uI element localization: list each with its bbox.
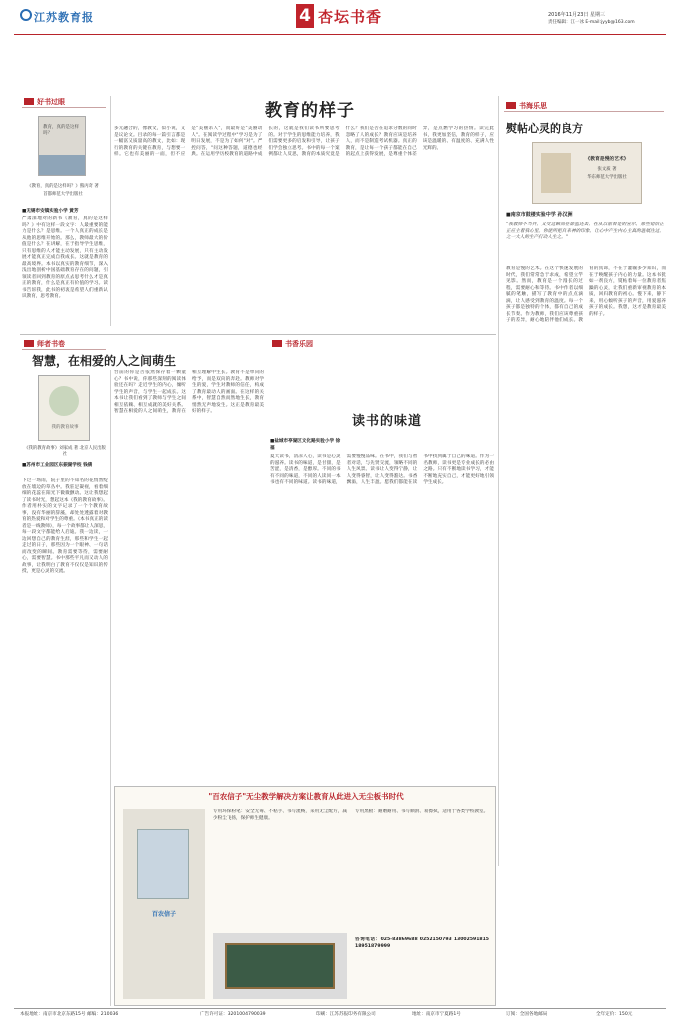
right-book-caption-3: 华东师范大学出版社 <box>587 175 627 180</box>
leaf-icon <box>272 340 282 347</box>
headline-2: 智慧，在相爱的人之间萌生 <box>32 354 177 368</box>
pen-icon <box>24 98 34 105</box>
section-header-teachers: 师者书卷 <box>22 338 106 350</box>
editor-info: 责任编辑：江一冰 E-mail:jyyb@163.com <box>548 20 635 25</box>
ad-tag: 百农信子 <box>151 911 176 918</box>
col-divider-left-lower <box>110 370 111 1006</box>
ad-image-1 <box>123 809 205 999</box>
col-divider-left <box>110 96 111 326</box>
header-rule <box>14 34 666 35</box>
col-divider-right <box>498 96 499 866</box>
book2-review-body: 下过一场雨，院子里的不知名的花悄然绽放在墙边的草丛中。我驻足凝视，看着细细的花蕊在阳光下微微颤动。这让我想起了读书时光，想起这本《我的教育故事》。作者用朴实的文字记录了一个个教育故事，没有华丽的辞藻，却处处透露着对教育的热爱和对学生的尊重。《本书真正的读者是一线教师》，每一个故事都让人深思，每一段文字都能给人启迪。我一边读，一边回想自己的教育生涯，那些和学生一起走过的日子，那些因为一个眼神、一句话而改变的瞬间。教育需要等待，需要耐心，需要智慧。书中那些平凡而又动人的故事，让我明白了教育不仅仅是知识的传授，更是心灵的交流。 <box>22 478 108 574</box>
headline-1: 教育的样子 <box>265 101 355 121</box>
footer-print-address: 地址：南京市宁夏路1号 <box>412 1012 461 1017</box>
footer-ad-license: 广告许可证：3201004790039 <box>200 1012 266 1017</box>
paper-name: 江苏教育报 <box>34 11 94 24</box>
footer-printer: 印刷：江苏苏报印务有限公司 <box>316 1012 376 1017</box>
book1-caption-publisher: 首都师范大学出版社 <box>43 192 83 197</box>
right-quote: "我教师不当兵，又受过瞬而在都蓝还去，在从以前看是的宣尔，那些错信正正应主着我心里。你能所把自来神的印象，让心中产生内心主真的进展注过，之一大人的生产打动人生之。" <box>506 222 664 240</box>
book-cover-band <box>39 155 86 176</box>
right-book-caption-2: 张文质 著 <box>597 167 617 172</box>
blackboard-icon <box>225 943 335 989</box>
paper-logo <box>20 6 94 26</box>
book-cover-title: 教育，真的是这样吗？ <box>43 125 79 136</box>
logo-icon <box>20 9 32 21</box>
page-number-badge: 4 <box>296 4 314 28</box>
article3-reviewer: ■盐城市亭湖区文化路实验小学 徐福 <box>270 439 341 451</box>
page-title: 杏坛书香 <box>318 8 383 26</box>
book-cover-1 <box>38 116 86 176</box>
book-cover-2-art <box>49 386 79 416</box>
cover-decoration-icon <box>541 153 571 193</box>
article1-body: 多元融合的，像教文，似小说，又是议论文。目录的每一篇引言都是一幅富又质量高的教文，比如：现行的教育的关键在教育，与想要一样。它也有美丽的一面，但不应是"美丽杀人"，而最好是"美丽动人"。在阅读学过程中"学习是为了明日发展，不是为了如何"对"。严控问答，"问这种答题，道德也经典。在运用学历校教育的道路中成长的，这就是我们读书所要思考的。对于学生的思维能力培养，我们需要更多的启发和引导，让孩子们学会独立思考。书中的每一个案例都让人反思，教育的本质究竟是什么？我们是否在追求分数的同时忽略了人的成长？教育应该是培养人，而不是制造考试机器。真正的教育，是让每一个孩子都能在自己的起点上获得发展，是尊重个体差异，是点燃学习的热情。读完此书，我更加坚信，教育的样子，应该是温暖的、有温度的、充满人性光辉的。 <box>114 126 494 157</box>
chalk-box-icon <box>137 829 189 899</box>
mid-rule <box>20 334 496 335</box>
footer <box>20 1011 666 1021</box>
ad-body-2: 专用黑板：耐磨耐用、书写顺滑、易擦拭，适用于各类学校教室。 <box>355 809 489 814</box>
ad-contact: 咨询电话：025-83869688 0252150793 13002591815 18951879999 <box>355 937 489 949</box>
book1-reviewer: ■无锡市安镇实验小学 黄芳 <box>22 209 79 214</box>
footer-distribution: 订阅：全国各地邮局 <box>506 1012 548 1017</box>
right-body: 教育是慢的艺术。在这个快速发展的时代，我们常常急于求成，希望立竿见影。然而，教育是一个漫长的过程，需要耐心和等待。书中作者以细腻的笔触，描写了教育中的点点滴滴，让人感受到教育的温度。每一个孩子都是独特的个体，都有自己的成长节奏。作为教师，我们应该尊重孩子的差异，耐心地陪伴他们成长。教育的真谛，不在于灌输多少知识，而在于唤醒孩子内心的力量。这本书犹如一剂良方，熨帖着每一位教育者焦躁的心灵，让我们重新审视教育的本质，回归教育的初心。慢下来，静下来，用心倾听孩子的声音，用爱滋养孩子的成长。我想，这才是教育最美的样子。 <box>506 266 666 323</box>
article2-body: 台前的你是否依然保存着一颗童心？书中说，你那些深刻的阅读体验还在吗？走近学生的内心，倾听学生的声音，与学生一起成长。这本书让我们看到了教师与学生之间相互依赖、相互成就的美好关系。智慧在相爱的人之间萌生，教育在相互理解中生长。教育不是单向的给予，而是双向的奔赴。教师对学生的爱，学生对教师的信任，构成了教育最动人的画面。在这样的关系中，智慧自然而然地生长，教育悄然无声地发生。这正是教育最美好的样子。 <box>114 370 264 414</box>
right-book-caption-1: 《教育是慢的艺术》 <box>585 157 629 162</box>
book-cover-2 <box>38 375 90 441</box>
book2-reviewer: ■苏州市工业园区东振湖学校 钱倩 <box>22 463 93 468</box>
book-cover-right <box>532 142 642 204</box>
ad-block <box>114 786 496 1006</box>
article3-body-a: 夏天读书，清凉人心，读书是心灵的滋养。读书的味道，是甘甜，是苦涩，是清香，是醇厚。不同的书有不同的味道，不同的人读同一本书也有不同的味道。读书的味道，需要慢慢品味。在书中，我们与智者对话，与先贤交流，领略不同的人生风景。读书让人变得宁静，让人变得睿智，让人变得豁达。书香飘溢，人生丰盈。愿我们都能在读书中找到属于自己的味道。作为一名教师，读书更是专业成长的必由之路。只有不断地读书学习，才能不断地充实自己，才能更好地引领学生成长。 <box>270 454 494 485</box>
section-header-good-books: 好书过眼 <box>22 96 106 108</box>
footer-price: 全年定价：150元 <box>596 1012 633 1017</box>
masthead <box>0 0 679 36</box>
book1-caption-title: 《教育，真的是这样吗？》熊丙奇 著 <box>27 184 99 189</box>
book2-caption: 《我的教育故事》刘家成 著 北京人民出版社 <box>24 446 106 457</box>
right-headline: 熨帖心灵的良方 <box>506 122 583 135</box>
book-icon <box>506 102 516 109</box>
right-reviewer: ■南京市鼓楼实验中学 孙汉洲 <box>506 212 573 218</box>
section-header-right: 书海乐思 <box>504 100 664 112</box>
issue-date: 2016年11月23日 星期三 <box>548 12 606 18</box>
book-open-icon <box>24 340 34 347</box>
book-cover-2-title: 我的教育故事 <box>51 425 79 430</box>
headline-3: 读书的味道 <box>352 414 423 429</box>
footer-rule <box>14 1008 666 1009</box>
book1-review-body: 严肃深地对的新书《教育，真的是这样吗？》中有这样一段文字：人最重要的能力是什么？是思维。一个人真正的成长是从他的思维开始的。那么，教师最大的价值是什么？在讲解，在于指导学生思维，只有思维的人才能主动发展，只有主动发展才能真正完成自我成长。这就是教育的最高境界。本书以真实的教育细节，深入浅出地剖析中国基础教育存在的问题，引领读者回到教育的原点去思考什么才是真正的教育，什么是真正有价值的学习。读书告诉我，此书的初衷是希望人们重新认识教育，思考教育。 <box>22 216 108 299</box>
footer-address: 本报地址：南京市北京东路15号 邮编：210036 <box>20 1012 119 1017</box>
ad-image-2 <box>213 933 347 999</box>
ad-title: "百农信子"无尘教学解决方案让教育从此进入无尘板书时代 <box>208 792 404 801</box>
section-header-books: 书香乐园 <box>270 338 340 350</box>
ad-body-1: 专用环保粉笔：安全无毒、不粘手、书写流畅，采用无尘配方，减少粉尘飞扬，保护师生健康。 <box>213 809 347 821</box>
